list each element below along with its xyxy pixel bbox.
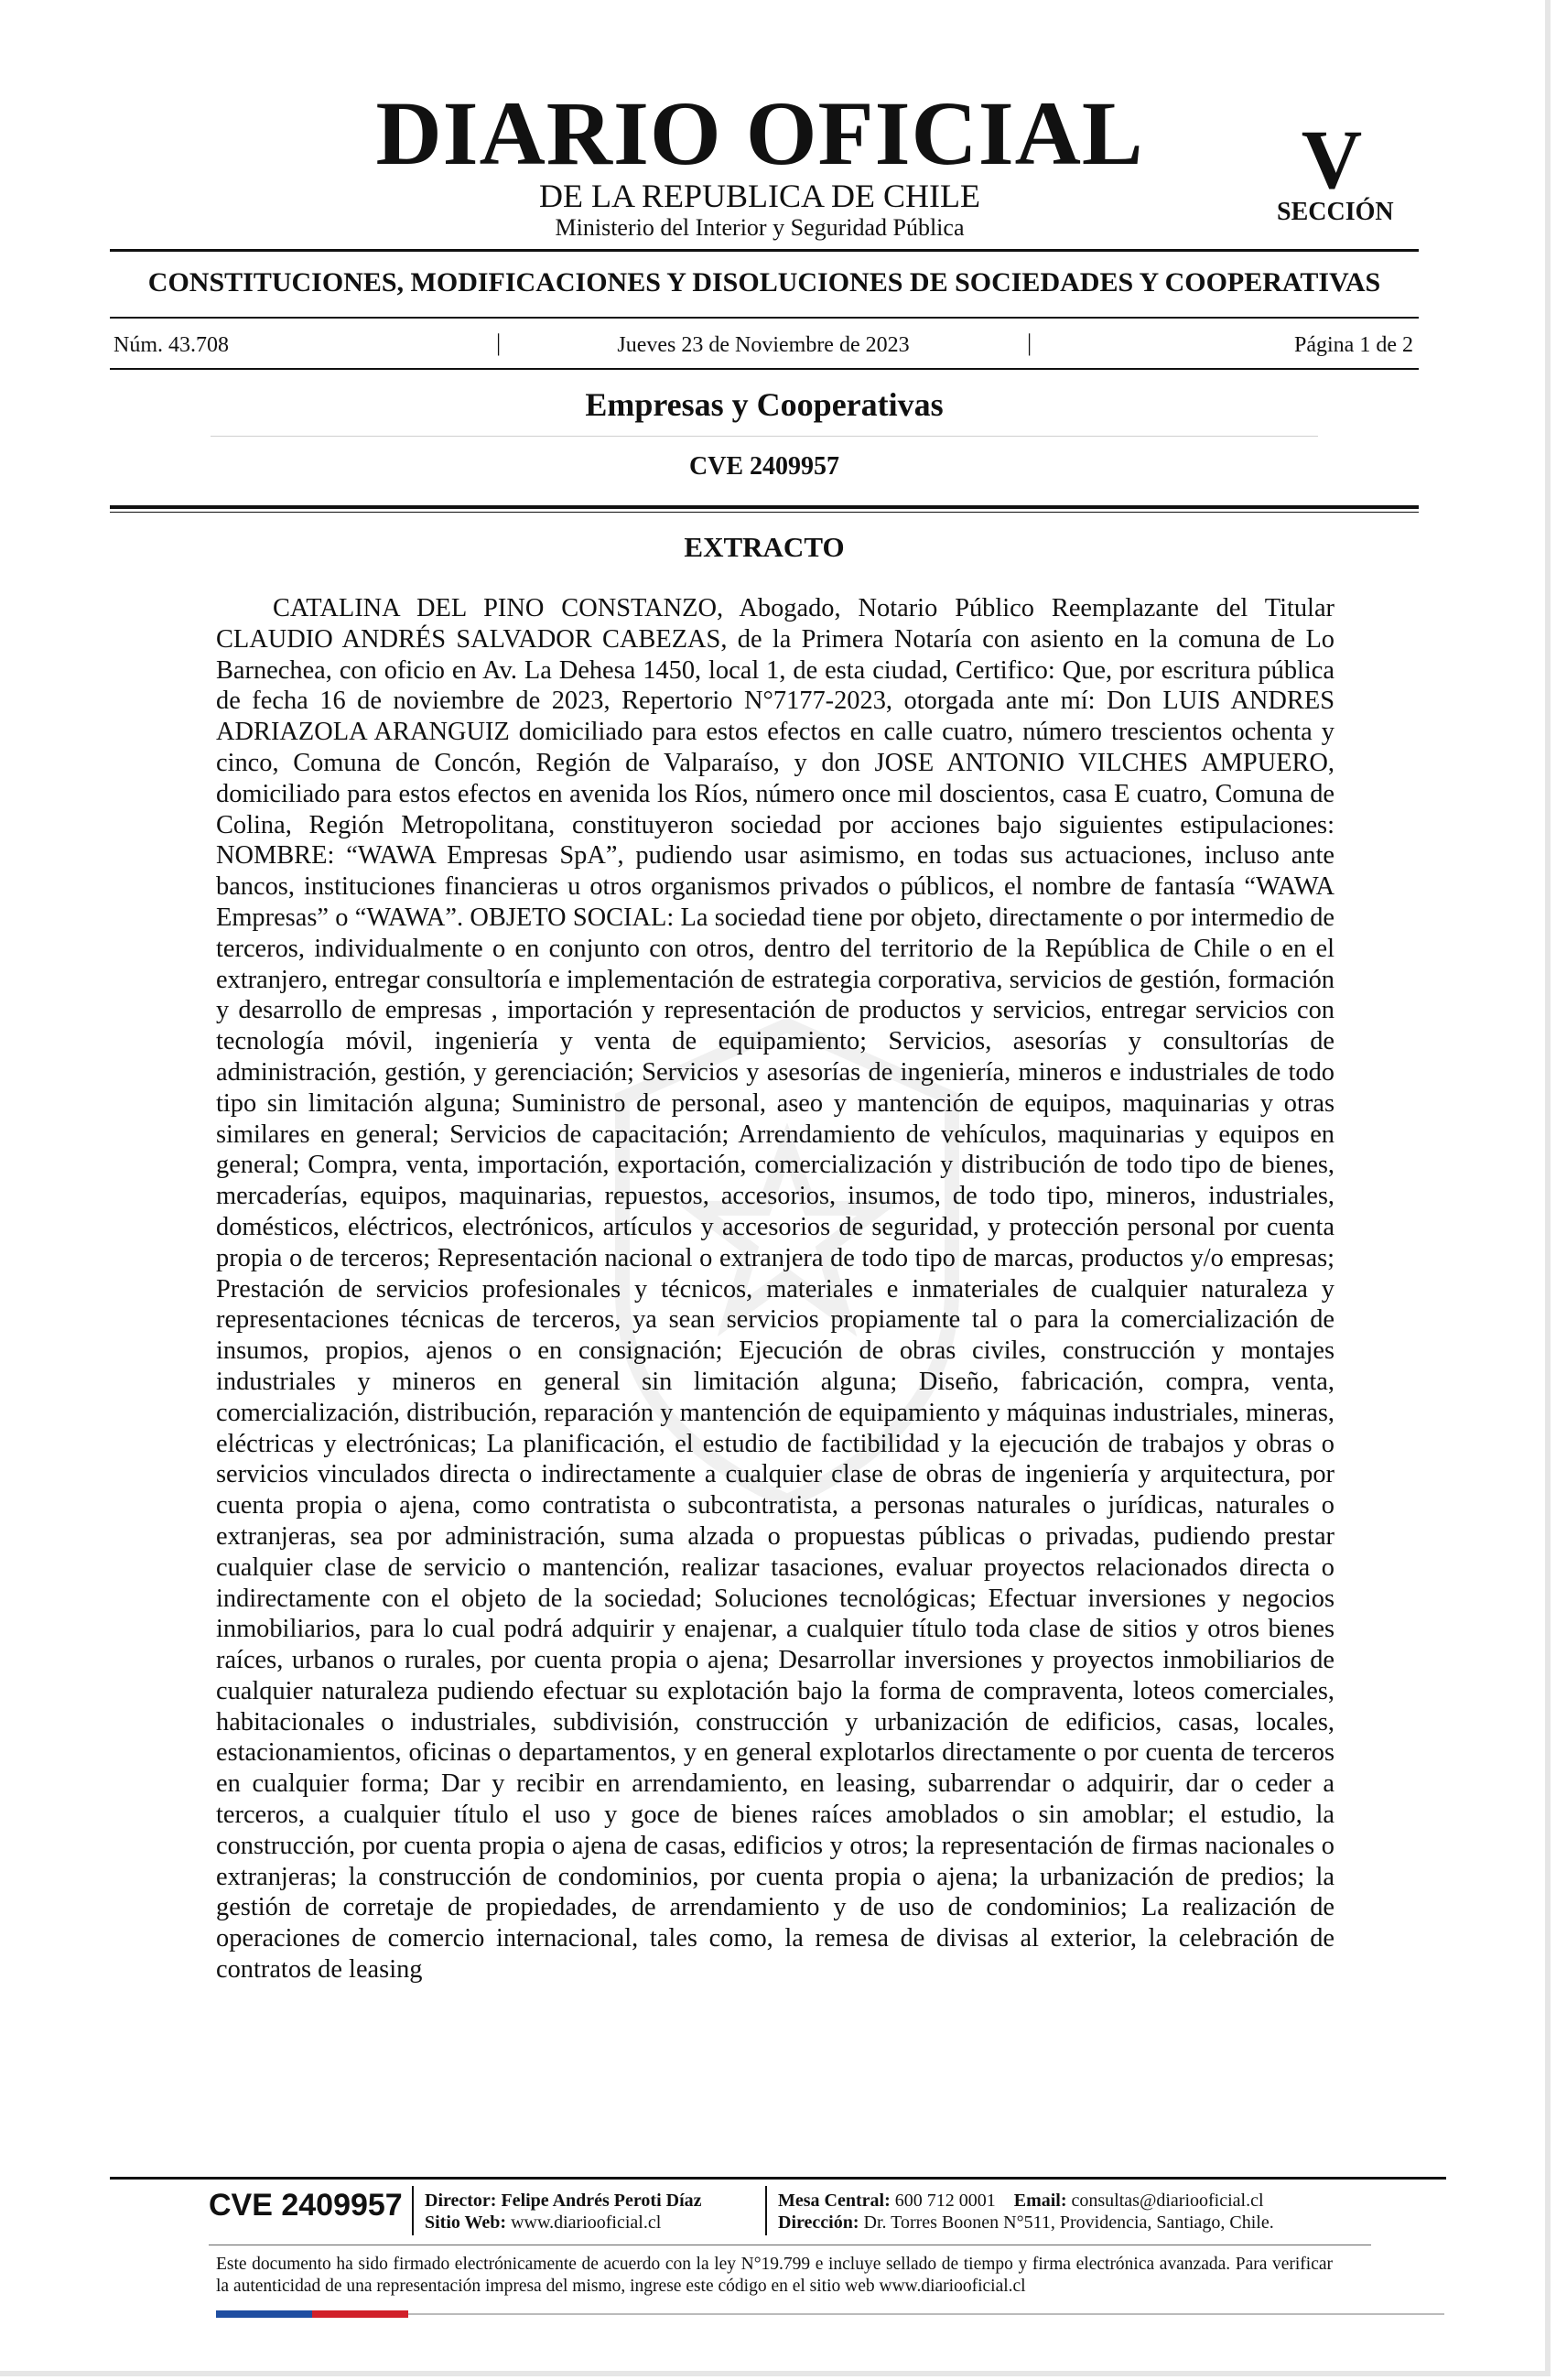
footer-cve-code: CVE 2409957 [209,2188,403,2223]
issue-date: Jueves 23 de Noviembre de 2023 [617,333,910,357]
chile-flag-stripe [216,2310,408,2318]
footer-bottom-rule [408,2313,1444,2315]
email-link[interactable]: consultas@diariooficial.cl [1071,2191,1264,2211]
flag-blue-segment [216,2310,312,2318]
flag-red-segment [312,2310,408,2318]
issue-separator: | [496,330,502,356]
issue-rule [110,368,1419,370]
issue-separator: | [1027,330,1032,356]
category-title: CONSTITUCIONES, MODIFICACIONES Y DISOLUCIONES DE SOCIEDADES Y COOPERATIVAS [147,267,1381,298]
address-value: Dr. Torres Boonen N°511, Providencia, Santiago, Chile. [863,2212,1274,2233]
section-title: Empresas y Cooperativas [585,386,944,423]
email-label: Email: [1013,2191,1067,2211]
category-rule [110,317,1419,319]
issue-bar [113,331,1413,359]
cve-code: CVE 2409957 [688,452,840,481]
masthead-title: DIARIO OFICIAL [375,82,1144,184]
signature-notice: Este documento ha sido firmado electrónicamente de acuerdo con la ley N°19.799 e incluye sellado de tiempo y firma electrónica avanzada. Para verificar la autenticidad de una representación impresa del mismo, ingrese este código en el sitio web www.diariooficial.cl [216,2255,1333,2296]
site-label: Sitio Web: [425,2212,507,2233]
footer-address [778,2212,1274,2234]
footer-director [425,2190,702,2212]
section-number: V [1301,113,1363,206]
footer-contact [778,2190,1264,2212]
phone-value: 600 712 0001 [894,2191,996,2211]
masthead-subtitle: DE LA REPUBLICA DE CHILE [539,178,980,214]
director-value: Felipe Andrés Peroti Díaz [501,2191,702,2211]
footer-rule [110,2177,1446,2180]
document-body: CATALINA DEL PINO CONSTANZO, Abogado, Notario Público Reemplazante del Titular CLAUDIO ANDRÉS SALVADOR CABEZAS, de la Primera Notaría con asiento en la comuna de Lo Barnechea, con oficio en Av. La Dehesa 1450, local 1, de esta ciudad, Certifico: Que, por escritura pública de fecha 16 de noviembre de 2023, Repertorio N°7177-2023, otorgada ante mí: Don LUIS ANDRES ADRIAZOLA ARANGUIZ domiciliado para estos efectos en calle cuatro, número trescientos ochenta y cinco, Comuna de Concón, Región de Valparaíso, y don JOSE ANTONIO VILCHES AMPUERO, domiciliado para estos efectos en avenida los Ríos, número once mil doscientos, casa E cuatro, Comuna de Colina, Región Metropolitana, constituyeron sociedad por acciones bajo siguientes estipulaciones: NOMBRE: “WAWA Empresas SpA”, pudiendo usar asimismo, en todas sus actuaciones, incluso ante bancos, instituciones financieras u otros organismos privados o públicos, el nombre de fantasía “WAWA Empresas” o “WAWA”. OBJETO SOCIAL: La sociedad tiene por objeto, directamente o por intermedio de terceros, individualmente o en conjunto con otros, dentro del territorio de la República de Chile o en el extranjero, entregar consultoría e implementación de estrategia corporativa, servicios de gestión, formación y desarrollo de empresas , importación y representación de productos y servicios, entregar servicios con tecnología móvil, ingeniería y venta de equipamiento; Servicios, asesorías y consultorías de administración, gestión, y gerenciación; Servicios y asesorías de ingeniería, mineros e industriales de todo tipo sin limitación alguna; Suministro de personal, aseo y mantención de equipos, maquinarias y otras similares en general; Servicios de capacitación; Arrendamiento de vehículos, maquinarias y equipos en general; Compra, venta, importación, exportación, comercialización y distribución de todo tipo de bienes, mercaderías, equipos, maquinarias, repuestos, accesorios, insumos, de todo tipo, mineros, industriales, domésticos, eléctricos, electrónicos, artículos y accesorios de seguridad, y protección personal por cuenta propia o de terceros; Representación nacional o extranjera de todo tipo de marcas, productos y/o empresas; Prestación de servicios profesionales y técnicos, materiales e inmateriales de cualquier naturaleza y representaciones técnicas de terceros, ya sean servicios propiamente tal o para la comercialización de insumos, propios, ajenos o en consignación; Ejecución de obras civiles, construcción y montajes industriales y mineros en general sin limitación alguna; Diseño, fabricación, compra, venta, comercialización, distribución, reparación y mantención de equipamiento y máquinas industriales, mineras, eléctricas y electrónicas; La planificación, el estudio de factibilidad y la ejecución de trabajos y obras o servicios vinculados directa o indirectamente a cualquier clase de obras de ingeniería y arquitectura, por cuenta propia o ajena, como contratista o subcontratista, a personas naturales o jurídicas, naturales o extranjeras, sea por administración, suma alzada o propuestas públicas o privadas, pudiendo prestar cualquier clase de servicio o mantención, realizar tasaciones, evaluar proyectos relacionados directa o indirectamente con el objeto de la sociedad; Soluciones tecnológicas; Efectuar inversiones y negocios inmobiliarios, para lo cual podrá adquirir y enajenar, a cualquier título toda clase de sitios y otros bienes raíces, urbanos o rurales, por cuenta propia o ajena; Desarrollar inversiones y proyectos inmobiliarios de cualquier naturaleza pudiendo efectuar su explotación bajo la forma de compraventa, loteos comerciales, habitacionales o industriales, subdivisión, construcción y urbanización de edificios, casas, locales, estacionamientos, oficinas o departamentos, y en general explotarlos directamente o por cuenta de terceros en cualquier forma; Dar y recibir en arrendamiento, en leasing, subarrendar o adquirir, dar o ceder a terceros, a cualquier título el uso y goce de bienes raíces amoblados o sin amoblar; el estudio, la construcción, por cuenta propia o ajena de casas, edificios y otros; la representación de firmas nacionales o extranjeras; la construcción de condominios, por cuenta propia o ajena; la urbanización de predios; la gestión de corretaje de propiedades, de arrendamiento y de uso de condominios; La realización de operaciones de comercio internacional, tales como, la remesa de divisas al exterior, la celebración de contratos de leasing [216,594,1334,1985]
address-label: Dirección: [778,2212,859,2233]
phone-label: Mesa Central: [778,2191,891,2211]
issue-number: Núm. 43.708 [113,333,229,357]
footer-site [425,2212,661,2234]
document-heading: EXTRACTO [684,531,845,563]
masthead-rule [110,249,1419,252]
footer-divider [412,2186,414,2235]
section-divider [211,436,1318,437]
section-label: SECCIÓN [1277,198,1394,226]
footer-divider [765,2186,767,2235]
header-thin-rule [110,512,1419,513]
site-link[interactable]: www.diariooficial.cl [511,2212,662,2233]
director-label: Director: [425,2191,497,2211]
header-thick-rule [110,505,1419,509]
page-indicator: Página 1 de 2 [1294,333,1413,357]
masthead-ministry: Ministerio del Interior y Seguridad Pública [555,214,965,241]
